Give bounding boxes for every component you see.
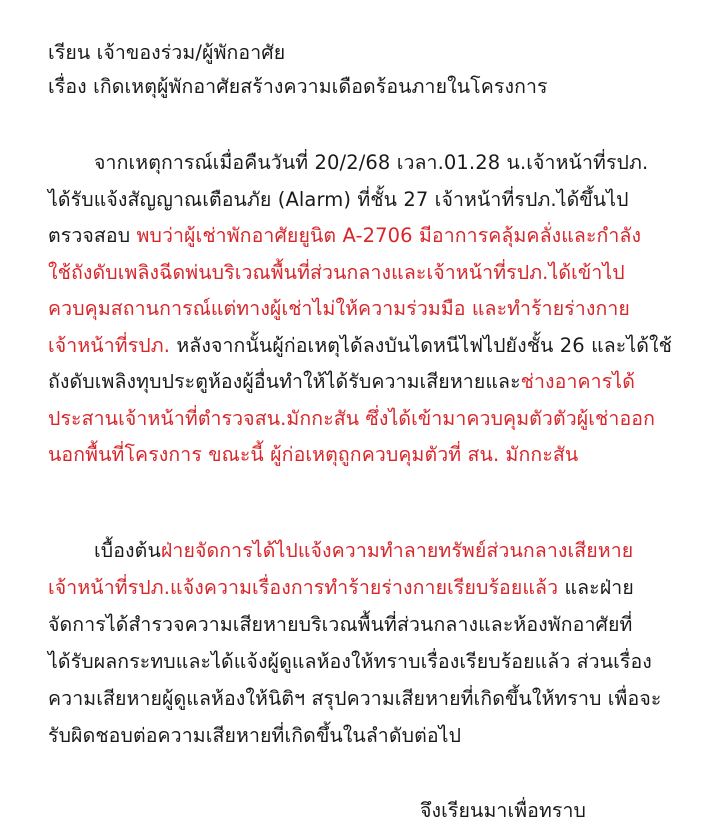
paragraph2-text-segment: เจ้าหน้าที่รปภ.แจ้งความเรื่องการทำร้ายร่างกายเรียบร้อยแล้ว [48,576,559,599]
paragraph2-text-segment: เบื้องต้น [94,539,161,562]
paragraph2-line [48,610,632,640]
paragraph2-line [48,684,661,714]
paragraph1-line [48,367,635,397]
closing-line: จึงเรียนมาเพื่อทราบ [420,799,587,822]
paragraph1-line [48,404,655,434]
paragraph2-line [48,721,461,751]
paragraph1-line [48,440,578,470]
paragraph1-text-segment: ใช้ถังดับเพลิงฉีดพ่นบริเวณพื้นที่ส่วนกลางและเจ้าหน้าที่รปภ.ได้เข้าไป [48,260,625,284]
paragraph1-text-segment: หลังจากนั้นผู้ก่อเหตุได้ลงบันไดหนีไฟไปยังชั้น 26 และได้ใช้ [170,333,672,357]
paragraph1-text-segment: ควบคุมสถานการณ์แต่ทางผู้เช่าไม่ให้ความร่วมมือ และทำร้ายร่างกาย [48,297,630,320]
paragraph1-text-segment: จากเหตุการณ์เมื่อคืนวันที่ 20/2/68 เวลา.01.28 น.เจ้าหน้าที่รปภ. [94,151,649,174]
subject-line: เรื่อง เกิดเหตุผู้พักอาศัยสร้างความเดือดร้อนภายในโครงการ [48,75,548,98]
paragraph2-text-segment: รับผิดชอบต่อความเสียหายที่เกิดขึ้นในลำดับต่อไป [48,724,462,747]
paragraph1-text-segment: พบว่าผู้เช่าพักอาศัยยูนิต A-2706 มีอาการคลุ้มคลั่งและกำลัง [136,224,642,247]
paragraph1-text-segment: ตรวจสอบ [48,224,137,247]
paragraph1-text-segment: เจ้าหน้าที่รปภ. [48,333,171,357]
paragraph1-line [48,258,625,288]
paragraph1-line [48,294,630,324]
paragraph2-line [48,573,634,603]
paragraph2-line [48,647,652,677]
paragraph1-text-segment: ประสานเจ้าหน้าที่ตำรวจสน.มักกะสัน ซึ่งได้เข้ามาควบคุมตัวตัวผู้เช่าออก [48,406,655,430]
paragraph1-text-segment: นอกพื้นที่โครงการ ขณะนี้ ผู้ก่อเหตุถูกควบคุมตัวที่ สน. มักกะสัน [48,443,579,466]
paragraph2-line [94,536,633,566]
paragraph1-line [48,185,629,215]
paragraph2-text-segment: ฝ่ายจัดการได้ไปแจ้งความทำลายทรัพย์ส่วนกลางเสียหาย [160,539,634,562]
paragraph1-line [48,221,641,251]
paragraph2-text-segment: ได้รับผลกระทบและได้แจ้งผู้ดูแลห้องให้ทราบเรื่องเรียบร้อยแล้ว ส่วนเรื่อง [48,650,652,673]
paragraph2-text-segment: ความเสียหายผู้ดูแลห้องให้นิติฯ สรุปความเสียหายที่เกิดขึ้นให้ทราบ เพื่อจะ [48,687,662,710]
recipient-line: เรียน เจ้าของร่วม/ผู้พักอาศัย [48,41,286,64]
paragraph1-text-segment: ได้รับแจ้งสัญญาณเตือนภัย (Alarm) ที่ชั้น 27 เจ้าหน้าที่รปภ.ได้ขึ้นไป [48,187,629,211]
paragraph2-text-segment: จัดการได้สำรวจความเสียหายบริเวณพื้นที่ส่วนกลางและห้องพักอาศัยที่ [48,613,633,636]
paragraph2-text-segment: และฝ่าย [558,576,634,599]
paragraph1-text-segment: ถังดับเพลิงทุบประตูห้องผู้อื่นทำให้ได้รับความเสียหายและ [48,370,521,393]
paragraph1-text-segment: ช่างอาคารได้ [520,370,635,393]
paragraph1-line [94,148,648,178]
paragraph1-line [48,331,672,361]
